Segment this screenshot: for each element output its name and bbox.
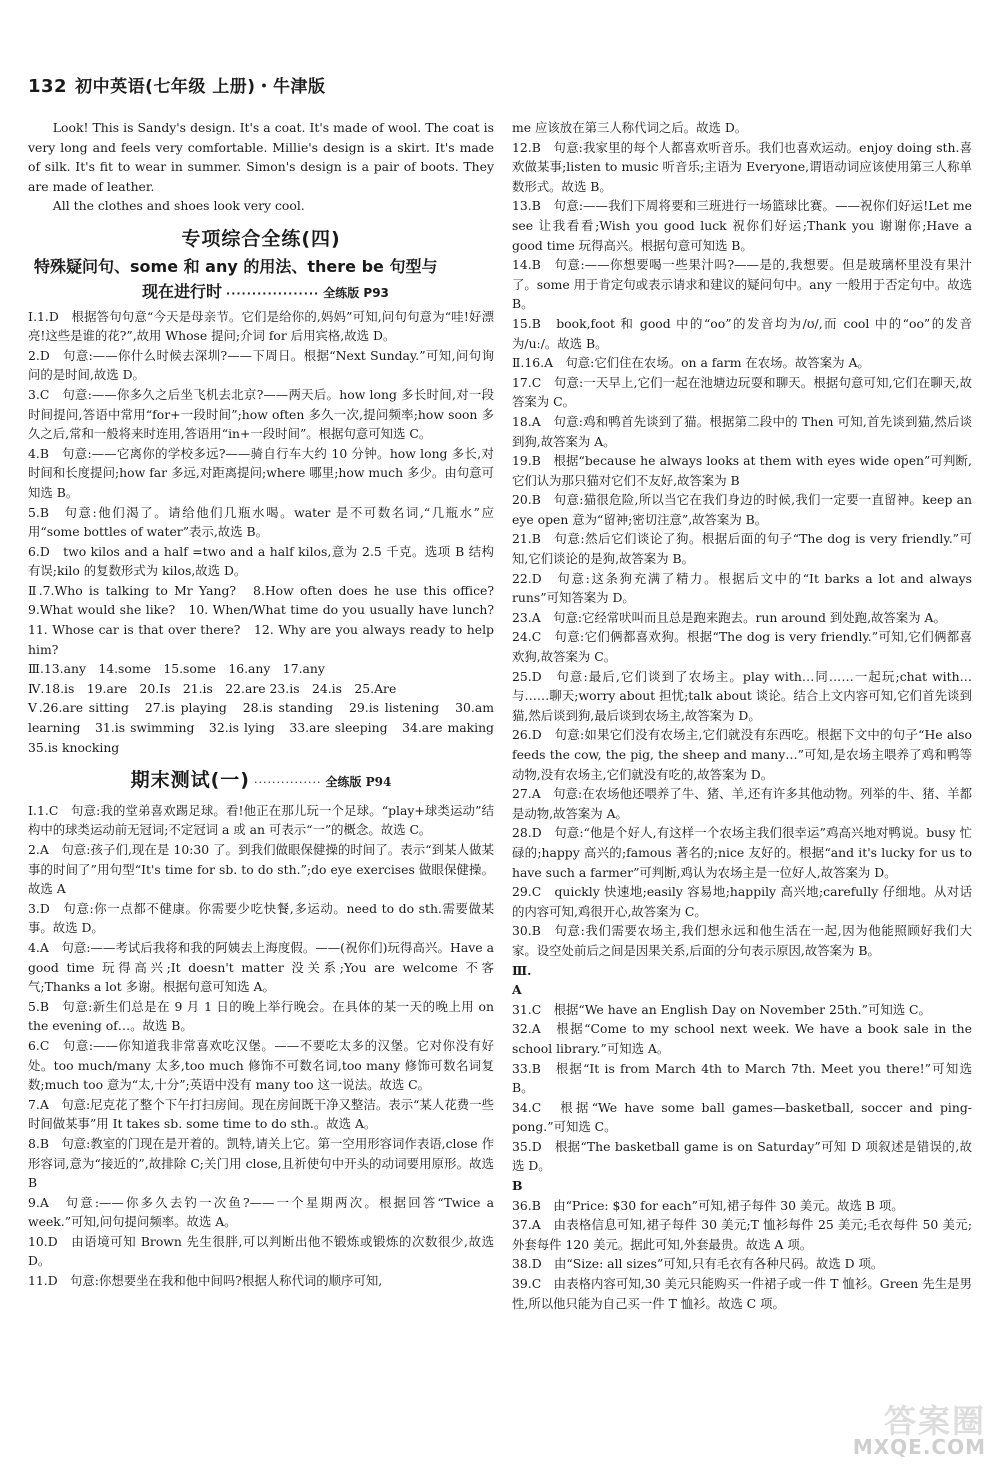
watermark-url: MXQE.COM bbox=[852, 1435, 986, 1459]
answer-item: 9.A 句意:——你多久去钓一次鱼?——一个星期两次。根据回答“Twice a week.”可知,问句提问频率。故选 A。 bbox=[28, 1194, 494, 1230]
answer-item: 20.B 句意:猫很危险,所以当它在我们身边的时候,我们一定要一直留神。keep an eye open 意为“留神;密切注意”,故答案为 B。 bbox=[512, 492, 972, 527]
answer-item: 23.A 句意:它经常吠叫而且总是跑来跑去。run around 到处跑,故答案为 A。 bbox=[512, 609, 946, 625]
passage bbox=[28, 118, 494, 216]
answer-item: 33.B 根据“It is from March 4th to March 7th. Meet you there!”可知选 B。 bbox=[512, 1060, 972, 1096]
subsection-label-b: B bbox=[512, 1178, 523, 1194]
answer-item: 28.D 句意:“他是个好人,有这样一个农场主我们很幸运”鸡高兴地对鸭说。busy 忙碌的;happy 高兴的;famous 著名的;nice 友好的。根据“and it's lucky for us to have such a farmer”可判断,鸡认为农场主是一位好人,故答案为 D。 bbox=[512, 825, 972, 880]
answer-item: 8.B 句意:教室的门现在是开着的。凯特,请关上它。第一空用形容词作表语,close 作形容词,意为“接近的”,故排除 C;关门用 close,且祈使句中开头的动词要用原形。故选 B bbox=[28, 1135, 494, 1191]
answer-item: 5.B 句意:他们渴了。请给他们几瓶水喝。water 是不可数名词,“几瓶水”应用“some bottles of water”表示,故选 B。 bbox=[28, 504, 494, 540]
answer-item: 39.C 由表格内容可知,30 美元只能购买一件裙子或一件 T 恤衫。Green 先生是男性,所以他只能为自己买一件 T 恤衫。故选 C 项。 bbox=[512, 1276, 972, 1311]
page-reference: 全练版 P94 bbox=[325, 775, 392, 790]
answer-item: 37.A 由表格信息可知,裙子每件 30 美元;T 恤衫每件 25 美元;毛衣每件 50 美元;外套每件 120 美元。据此可知,外套最贵。故选 A 项。 bbox=[512, 1217, 972, 1252]
answer-item: 32.A 根据“Come to my school next week. We have a book sale in the school library.”可知选 A。 bbox=[512, 1021, 972, 1056]
answer-item: 6.C 句意:——你知道我非常喜欢吃汉堡。——不要吃太多的汉堡。它对你没有好处。too much/many 太多,too much 修饰不可数名词,too many 修饰可数名词复数;much too 意为“太,十分”;英语中没有 many too 这一说法。故选 C。 bbox=[28, 1037, 494, 1093]
answer-item: 3.D 句意:你一点都不健康。你需要少吃快餐,多运动。need to do sth.需要做某事。故选 D。 bbox=[28, 900, 494, 936]
answer-item: 18.A 句意:鸡和鸭首先谈到了猫。根据第二段中的 Then 可知,首先谈到猫,然后谈到狗,故答案为 A。 bbox=[512, 413, 972, 449]
answer-item: 25.D 句意:最后,它们谈到了农场主。play with…同……一起玩;chat with…与……聊天;worry about 担忧;talk about 谈论。结合上文内容可知,它们首先谈到猫,然后谈到狗,最后谈到农场主,故答案为 D。 bbox=[512, 668, 972, 723]
answer-item: Ⅴ.26.are sitting 27.is playing 28.is standing 29.is listening 30.am learning 31.is swimming 32.is lying 33.are sleeping 34.are making 35.is knocking bbox=[28, 700, 507, 755]
answer-item: 5.B 句意:新生们总是在 9 月 1 日的晚上举行晚会。在具体的某一天的晚上用 on the evening of…。故选 B。 bbox=[28, 998, 494, 1034]
right-column bbox=[512, 118, 972, 1313]
answer-item: 7.A 句意:尼克花了整个下午打扫房间。现在房间既干净又整洁。表示“某人花费一些时间做某事”用 It takes sb. some time to do sth.。故选 A。 bbox=[28, 1096, 494, 1132]
answer-item: 14.B 句意:——你想要喝一些果汁吗?——是的,我想要。但是玻璃杯里没有果汁了。some 用于肯定句或表示请求和建议的疑问句中。any 一般用于否定句中。故选 B。 bbox=[512, 257, 972, 312]
part-label: Ⅲ. bbox=[512, 962, 532, 978]
answer-item: 30.B 句意:我们需要农场主,我们想永远和他生活在一起,因为他能照顾好我们大家。设空处前后之间是因果关系,后面的分句表示原因,故答案为 B。 bbox=[512, 923, 972, 958]
watermark bbox=[852, 1402, 986, 1459]
answer-item: 4.A 句意:——考试后我将和我的阿姨去上海度假。——(祝你们)玩得高兴。Have a good time 玩得高兴;It doesn't matter 没关系;You are welcome 不客气;Thanks a lot 多谢。根据句意可知选 A。 bbox=[28, 939, 494, 995]
section-subtitle-line2 bbox=[28, 279, 494, 307]
answer-item: 10.D 由语境可知 Brown 先生很胖,可以判断出他不锻炼或锻炼的次数很少,故选 D。 bbox=[28, 1233, 494, 1269]
page-number: 132 bbox=[28, 76, 68, 97]
leader-dots: ··············· bbox=[254, 776, 322, 790]
answer-item: 2.D 句意:——你什么时候去深圳?——下周日。根据“Next Sunday.”可知,问句询问的是时间,故选 D。 bbox=[28, 347, 494, 383]
subsection-label-a: A bbox=[512, 982, 522, 998]
answer-item: 22.D 句意:这条狗充满了精力。根据后文中的“It barks a lot and always runs”可知答案为 D。 bbox=[512, 570, 972, 606]
answer-item: 11.D 句意:你想要坐在我和他中间吗?根据人称代词的顺序可知, bbox=[28, 1273, 383, 1289]
answer-item: Ⅰ.1.D 根据答句句意“今天是母亲节。它们是给你的,妈妈”可知,问句句意为“哇!好漂亮!这些是谁的花?”,故用 Whose 提问;介词 for 后用宾格,故选 D。 bbox=[28, 308, 494, 344]
answer-item: 26.D 句意:如果它们没有农场主,它们就没有东西吃。根据下文中的句子“He also feeds the cow, the pig, the sheep and many…”可知,是农场主喂养了鸡和鸭等动物,没有农场主,它们就没有吃的,故答案为 D。 bbox=[512, 727, 972, 782]
answer-item: 12.B 句意:我家里的每个人都喜欢听音乐。我们也喜欢运动。enjoy doing sth.喜欢做某事;listen to music 听音乐;主语为 Everyone,谓语动词应该使用第三人称单数形式。故选 B。 bbox=[512, 139, 972, 194]
passage-paragraph: All the clothes and shoes look very cool. bbox=[52, 198, 305, 214]
answer-item: 2.A 句意:孩子们,现在是 10:30 了。到我们做眼保健操的时间了。表示“到某人做某事的时间了”用句型“It's time for sb. to do sth.”;do eye exercises 做眼保健操。故选 A bbox=[28, 842, 494, 897]
answer-item: 29.C quickly 快速地;easily 容易地;happily 高兴地;carefully 仔细地。从对话的内容可知,鸡很开心,故答案为 C。 bbox=[512, 884, 972, 919]
answer-item: 6.D two kilos and a half =two and a half kilos,意为 2.5 千克。选项 B 结构有误;kilo 的复数形式为 kilos,故选 D。 bbox=[28, 543, 494, 579]
left-column bbox=[28, 118, 507, 1291]
leader-dots: ·················· bbox=[226, 286, 320, 300]
answer-item: Ⅳ.18.is 19.are 20.Is 21.is 22.are 23.is 24.is 25.Are bbox=[28, 680, 397, 696]
passage-paragraph: Look! This is Sandy's design. It's a coat. It's made of wool. The coat is very long and feels very comfortable. Millie's design is a skirt. It's made of silk. It's fit to wear in summer. Simon's design is a pair of boots. They are made of leather. bbox=[28, 120, 494, 194]
page-header bbox=[28, 72, 326, 97]
answer-item: 15.B book,foot 和 good 中的“oo”的发音均为/ʊ/,而 cool 中的“oo”的发音为/uː/。故选 B。 bbox=[512, 315, 972, 351]
section-subtitle-text: 现在进行时 bbox=[142, 281, 223, 301]
exam-answers bbox=[28, 801, 494, 1291]
answer-item: Ⅱ.16.A 句意:它们住在农场。on a farm 在农场。故答案为 A。 bbox=[512, 355, 870, 371]
answer-item: 34.C 根据“We have some ball games—basketball, soccer and ping-pong.”可知选 C。 bbox=[512, 1099, 972, 1135]
answer-item: Ⅱ.7.Who is talking to Mr Yang? 8.How often does he use this office? 9.What would she like? 10. When/What time do you usually have lunch? 11. Whose car is that over there? 12. Why are you always ready to help him? bbox=[28, 582, 507, 657]
answer-item: 27.A 句意:在农场他还喂养了牛、猪、羊,还有许多其他动物。列举的牛、猪、羊都是动物,故答案为 A。 bbox=[512, 786, 972, 821]
exam-title-row bbox=[28, 771, 494, 793]
answer-item: Ⅰ.1.C 句意:我的堂弟喜欢踢足球。看!他正在那儿玩一个足球。“play+球类运动”结构中的球类运动前无冠词;不定冠词 a 或 an 可表示“一”的概念。故选 C。 bbox=[28, 802, 494, 838]
answer-item: 4.B 句意:——它离你的学校多远?——骑自行车大约 10 分钟。how long 多长,对时间和长度提问;how far 多远,对距离提问;where 哪里;how much 多少。由句意可知选 B。 bbox=[28, 445, 494, 500]
section4-answers bbox=[28, 307, 507, 758]
answer-item: Ⅲ.13.any 14.some 15.some 16.any 17.any bbox=[28, 661, 325, 677]
answer-item: me 应该放在第三人称代词之后。故选 D。 bbox=[512, 120, 748, 135]
answer-item: 36.B 由“Price: $30 for each”可知,裙子每件 30 美元。故选 B 项。 bbox=[512, 1197, 904, 1213]
exam-title: 期末测试(一) bbox=[130, 769, 250, 792]
answer-item: 31.C 根据“We have an English Day on November 25th.”可知选 C。 bbox=[512, 1001, 931, 1017]
answer-item: 19.B 根据“because he always looks at them with eyes wide open”可判断,它们认为那只猫对它们不友好,故答案为 B bbox=[512, 453, 972, 488]
answer-item: 17.C 句意:一天早上,它们一起在池塘边玩耍和聊天。根据句意可知,它们在聊天,故答案为 C。 bbox=[512, 374, 972, 410]
answer-item: 13.B 句意:——我们下周将要和三班进行一场篮球比赛。——祝你们好运!Let me see 让我看看;Wish you good luck 祝你们好运;Thank you 谢谢你;Have a good time 玩得高兴。根据句意可知选 B。 bbox=[512, 198, 972, 253]
section-title: 专项综合全练(四) bbox=[181, 227, 341, 250]
answer-item: 35.D 根据“The basketball game is on Saturday”可知 D 项叙述是错误的,故选 D。 bbox=[512, 1138, 972, 1174]
section-subtitle: 特殊疑问句、some 和 any 的用法、there be 句型与 bbox=[34, 256, 438, 276]
answer-item: 21.B 句意:然后它们谈论了狗。根据后面的句子“The dog is very friendly.”可知,它们谈论的是狗,故答案为 B。 bbox=[512, 531, 972, 567]
page-reference: 全练版 P93 bbox=[323, 285, 389, 300]
answer-item: 38.D 由“Size: all sizes”可知,只有毛衣有各种尺码。故选 D 项。 bbox=[512, 1256, 884, 1272]
answer-item: 3.C 句意:——你多久之后坐飞机去北京?——两天后。how long 多长时间,对一段时间提问,答语中常用“for+一段时间”;how often 多久一次,提问频率;how soon 多久之后,常和一般将来时连用,答语用“in+一段时间”。根据句意可知选 C。 bbox=[28, 386, 494, 442]
watermark-logo-text: 答案圈 bbox=[883, 1402, 986, 1440]
book-title: 初中英语(七年级 上册)・牛津版 bbox=[75, 77, 326, 97]
answer-item: 24.C 句意:它们俩都喜欢狗。根据“The dog is very friendly.”可知,它们俩都喜欢狗,故答案为 C。 bbox=[512, 629, 972, 665]
